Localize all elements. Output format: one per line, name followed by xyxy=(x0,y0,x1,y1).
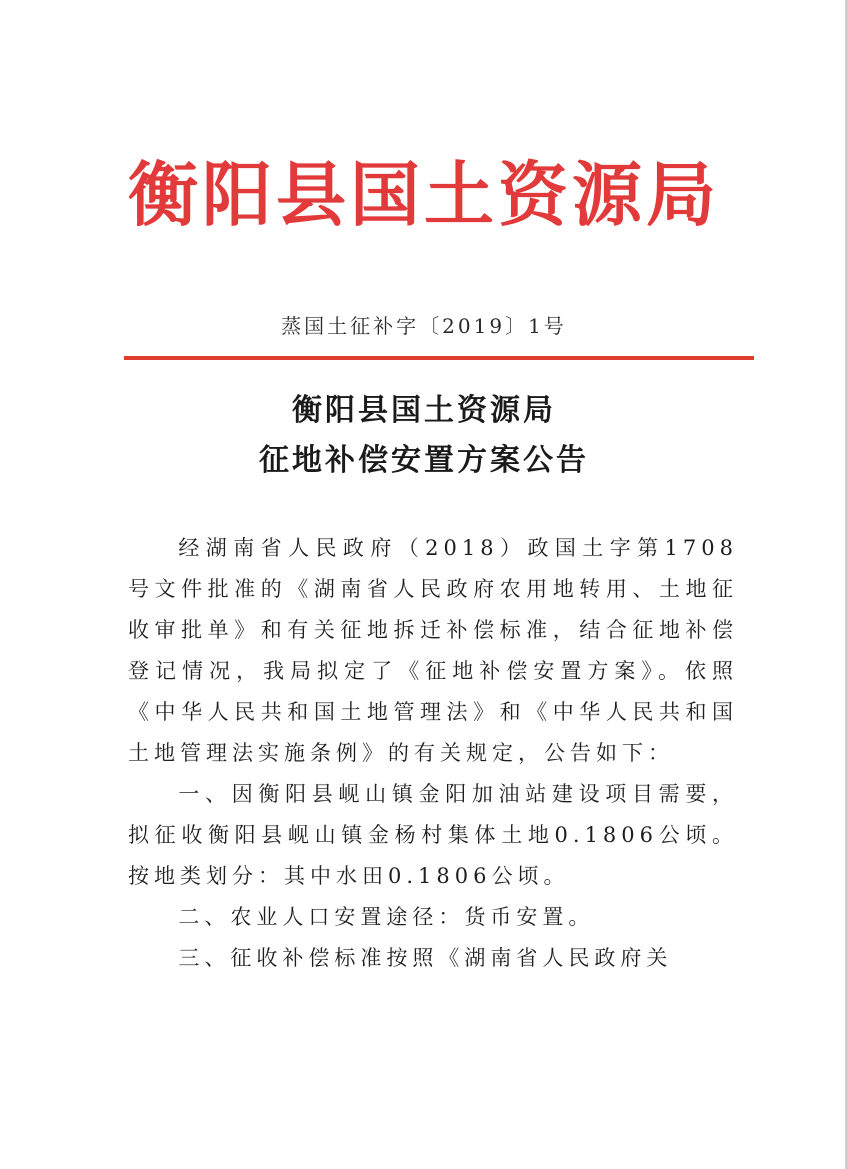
body-paragraph-intro: 经湖南省人民政府（2018）政国土字第1708号文件批准的《湖南省人民政府农用地转用、土地征收审批单》和有关征地拆迁补偿标准，结合征地补偿登记情况，我局拟定了《征地补偿安置方案》。依照《中华人民共和国土地管理法》和《中华人民共和国土地管理法实施条例》的有关规定，公告如下： xyxy=(128,536,738,765)
body-paragraph-item-3: 三、征收补偿标准按照《湖南省人民政府关 xyxy=(178,946,673,970)
body-paragraph-item-1: 一、因衡阳县岘山镇金阳加油站建设项目需要，拟征收衡阳县岘山镇金杨村集体土地0.1806公顷。按地类划分：其中水田0.1806公顷。 xyxy=(128,782,738,888)
notice-title-line-2: 征地补偿安置方案公告 xyxy=(259,443,589,478)
document-number: 蒸国土征补字〔2019〕1号 xyxy=(281,314,567,338)
body-paragraph-item-2: 二、农业人口安置途径：货币安置。 xyxy=(178,905,595,929)
notice-title xyxy=(0,386,848,486)
notice-title-line-1: 衡阳县国土资源局 xyxy=(292,393,556,428)
letterhead-title: 衡阳县国土资源局 xyxy=(128,153,720,236)
notice-body xyxy=(128,528,738,979)
red-divider-line xyxy=(124,356,754,360)
